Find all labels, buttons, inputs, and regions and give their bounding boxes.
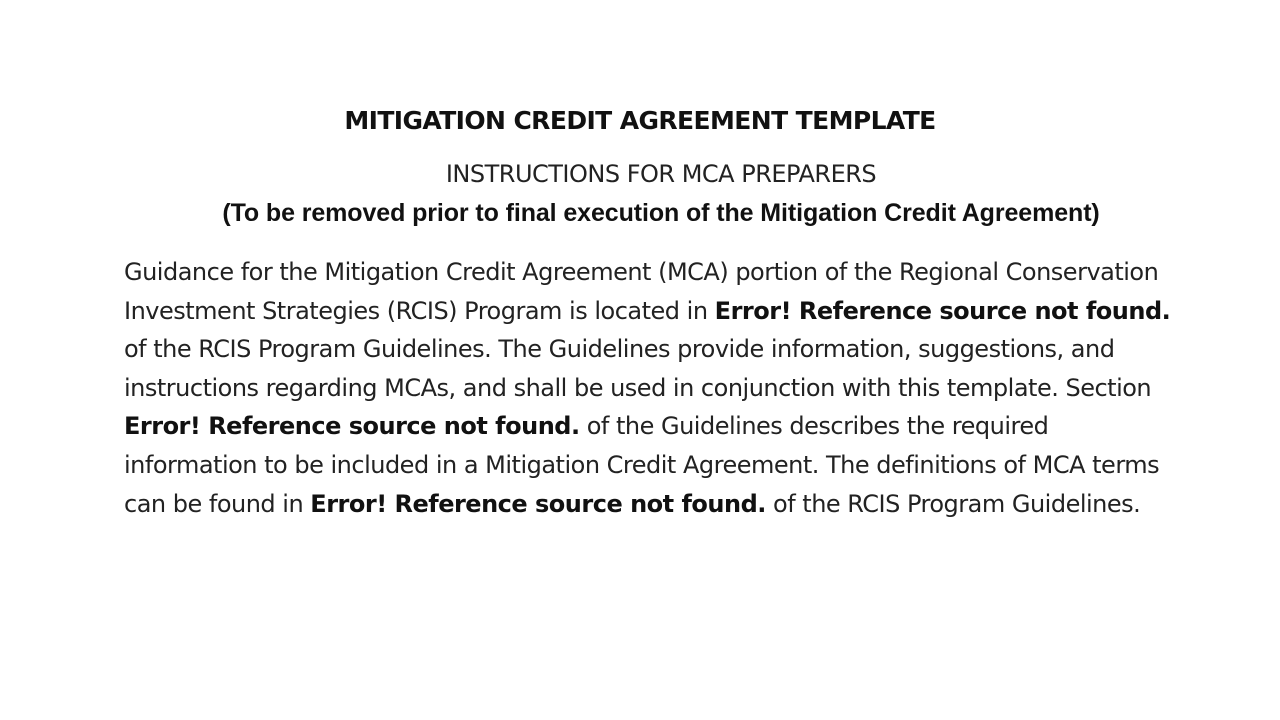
error-reference-1: Error! Reference source not found.: [714, 296, 1171, 325]
paragraph-text-4: of the RCIS Program Guidelines.: [765, 489, 1141, 518]
document-title: MITIGATION CREDIT AGREEMENT TEMPLATE: [344, 106, 936, 135]
paragraph-text-3: of the Guidelines describes the required information to be included in a Mitigation Credit Agreement. The definitions of MCA terms can be found in: [124, 412, 1160, 518]
guidance-paragraph: [124, 253, 1184, 523]
document-subtitle: INSTRUCTIONS FOR MCA PREPARERS: [445, 160, 877, 188]
removal-note: (To be removed prior to final execution of the Mitigation Credit Agreement): [222, 199, 1100, 227]
paragraph-text-2: of the RCIS Program Guidelines. The Guidelines provide information, suggestions, and instructions regarding MCAs, and shall be used in conjunction with this template. Section: [124, 335, 1152, 402]
error-reference-2: Error! Reference source not found.: [124, 412, 580, 441]
error-reference-3: Error! Reference source not found.: [310, 489, 766, 518]
paragraph-text-1: Guidance for the Mitigation Credit Agreement (MCA) portion of the Regional Conservation Investment Strategies (RCIS) Program is located in: [124, 258, 1159, 325]
